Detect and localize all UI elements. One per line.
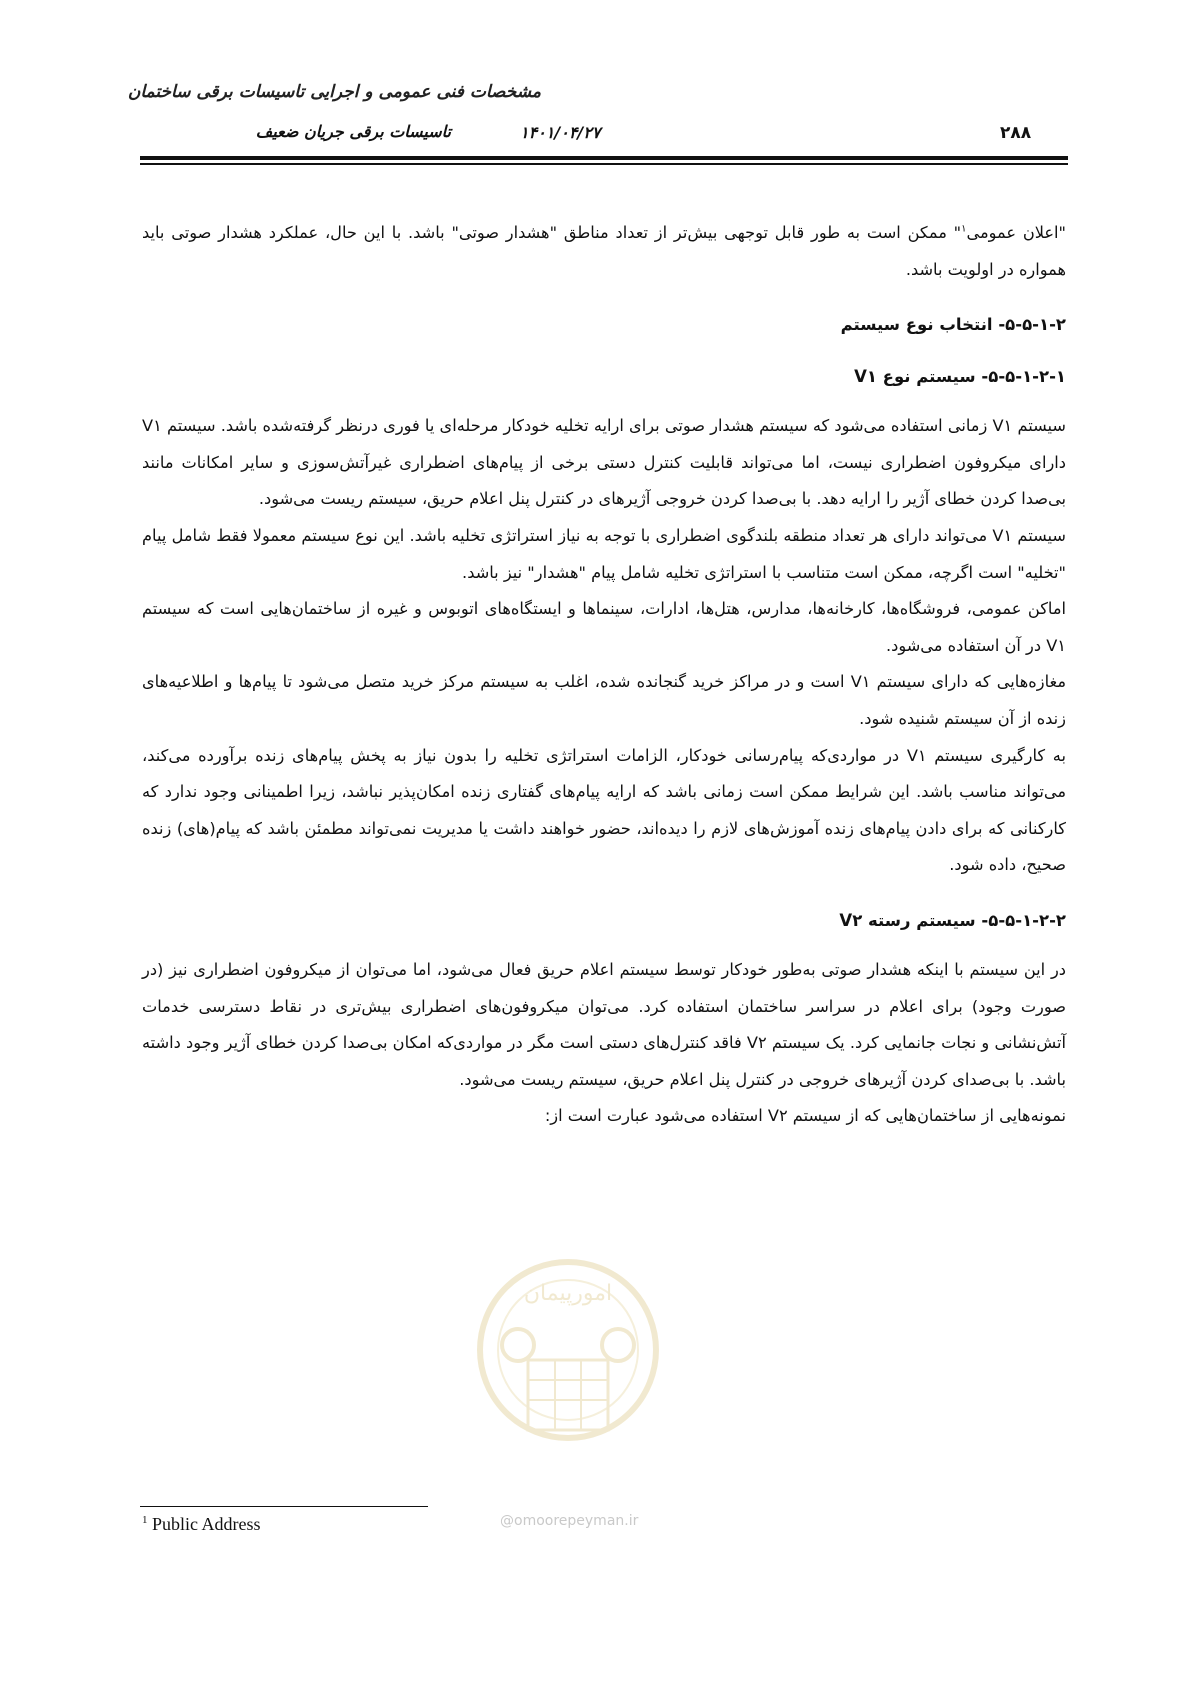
paragraph-v1-1: سیستم V۱ زمانی استفاده می‌شود که سیستم هشدار صوتی برای ارایه تخلیه خودکار مرحله‌ای یا فوری درنظر گرفته‌شده باشد. سیستم V۱ دارای میکروفون اضطراری نیست، اما می‌تواند قابلیت کنترل دستی برخی از پیام‌های اضطراری غیرآتش‌سوزی و سایر امکانات مانند بی‌صدا کردن خطای آژیر را ارایه دهد. با بی‌صدا کردن خروجی آژیرهای در کنترل پنل اعلام حریق، سیستم ریست می‌شود.: [142, 416, 1066, 509]
paragraph-v2-1: در این سیستم با اینکه هشدار صوتی به‌طور خودکار توسط سیستم اعلام حریق فعال می‌شود، اما می‌توان از میکروفون اضطراری نیز (در صورت وجود) برای اعلام در سراسر ساختمان استفاده کرد. می‌توان میکروفون‌های اضطراری بیش‌تری در نقاط دسترسی خدمات آتش‌نشانی و نجات جانمایی کرد. یک سیستم V۲ فاقد کنترل‌های دستی است مگر در مواردی‌که امکان بی‌صدا کردن خطای آژیر وجود داشته باشد. با بی‌صدای کردن آژیرهای خروجی در کنترل پنل اعلام حریق، سیستم ریست می‌شود.: [142, 959, 1066, 1089]
heading-v2-system: ۵-۵-۱-۲-۲- سیستم رسته V۲: [839, 910, 1066, 930]
footnote-rule: [140, 1506, 428, 1507]
heading-v1-system: ۵-۵-۱-۲-۱- سیستم نوع V۱: [854, 367, 1066, 387]
footnote-text: Public Address: [152, 1514, 261, 1534]
footnote: [142, 1514, 261, 1535]
header-rule-thin: [140, 163, 1068, 165]
watermark-url: @omoorepeyman.ir: [500, 1513, 639, 1529]
watermark-seal-text: امورپیمان: [523, 1281, 613, 1306]
paragraph-v1-2: سیستم V۱ می‌تواند دارای هر تعداد منطقه بلندگوی اضطراری با توجه به نیاز استراتژی تخلیه باشد. این نوع سیستم معمولا فقط شامل پیام "تخلیه" است اگرچه، ممکن است متناسب با استراتژی تخلیه شامل پیام "هشدار" نیز باشد.: [142, 525, 1066, 582]
heading-system-selection: ۵-۵-۱-۲- انتخاب نوع سیستم: [840, 315, 1066, 335]
header-rule-thick: [140, 156, 1068, 160]
paragraph-v1-5: به کارگیری سیستم V۱ در مواردی‌که پیام‌رسانی خودکار، الزامات استراتژی تخلیه را بدون نیاز به پخش پیام‌های زنده برآورده می‌کند، می‌تواند مناسب باشد. این شرایط ممکن است زمانی باشد که ارایه پیام‌های گفتاری زنده امکان‌پذیر نباشد، زیرا اطمینانی وجود ندارد که کارکنانی که برای دادن پیام‌های زنده آموزش‌های لازم را دیده‌اند، حضور خواهند داشت یا مدیریت نمی‌تواند مطمئن باشد که پیام(های) زنده صحیح، داده شود.: [142, 745, 1066, 875]
footnote-mark: 1: [142, 1514, 148, 1526]
watermark-seal-icon: [468, 1240, 668, 1510]
header-subtitle: تاسیسات برقی جریان ضعیف: [255, 122, 451, 141]
header-date: ۱۴۰۱/۰۴/۲۷: [520, 123, 601, 142]
paragraph-v2-2: نمونه‌هایی از ساختمان‌هایی که از سیستم V۲ استفاده می‌شود عبارت است از:: [544, 1106, 1066, 1126]
watermark-url-text: omoorepeyman.ir: [514, 1513, 639, 1529]
intro-text-b: " ممکن است به طور قابل توجهی بیش‌تر از تعداد مناطق "هشدار صوتی" باشد. با این حال، عملکرد هشدار صوتی باید همواره در اولویت باشد.: [142, 223, 1066, 279]
body-text: [142, 215, 1066, 1135]
intro-text-a: "اعلان عمومی: [966, 223, 1066, 242]
intro-paragraph: [142, 215, 1066, 288]
page-number: ۲۸۸: [1000, 123, 1032, 143]
footnote-reference[interactable]: ۱: [961, 223, 967, 235]
paragraph-v1-4: مغازه‌هایی که دارای سیستم V۱ است و در مراکز خرید گنجانده شده، اغلب به سیستم مرکز خرید متصل می‌شود تا پیام‌ها و اطلاعیه‌های زنده از آن سیستم شنیده شود.: [142, 672, 1066, 728]
header-title: مشخصات فنی عمومی و اجرایی تاسیسات برقی ساختمان: [127, 82, 541, 102]
paragraph-v1-3: اماکن عمومی، فروشگاه‌ها، کارخانه‌ها، مدارس، هتل‌ها، ادارات، سینماها و ایستگاه‌های اتوبوس و غیره از ساختمان‌هایی است که سیستم V۱ در آن استفاده می‌شود.: [142, 599, 1066, 655]
